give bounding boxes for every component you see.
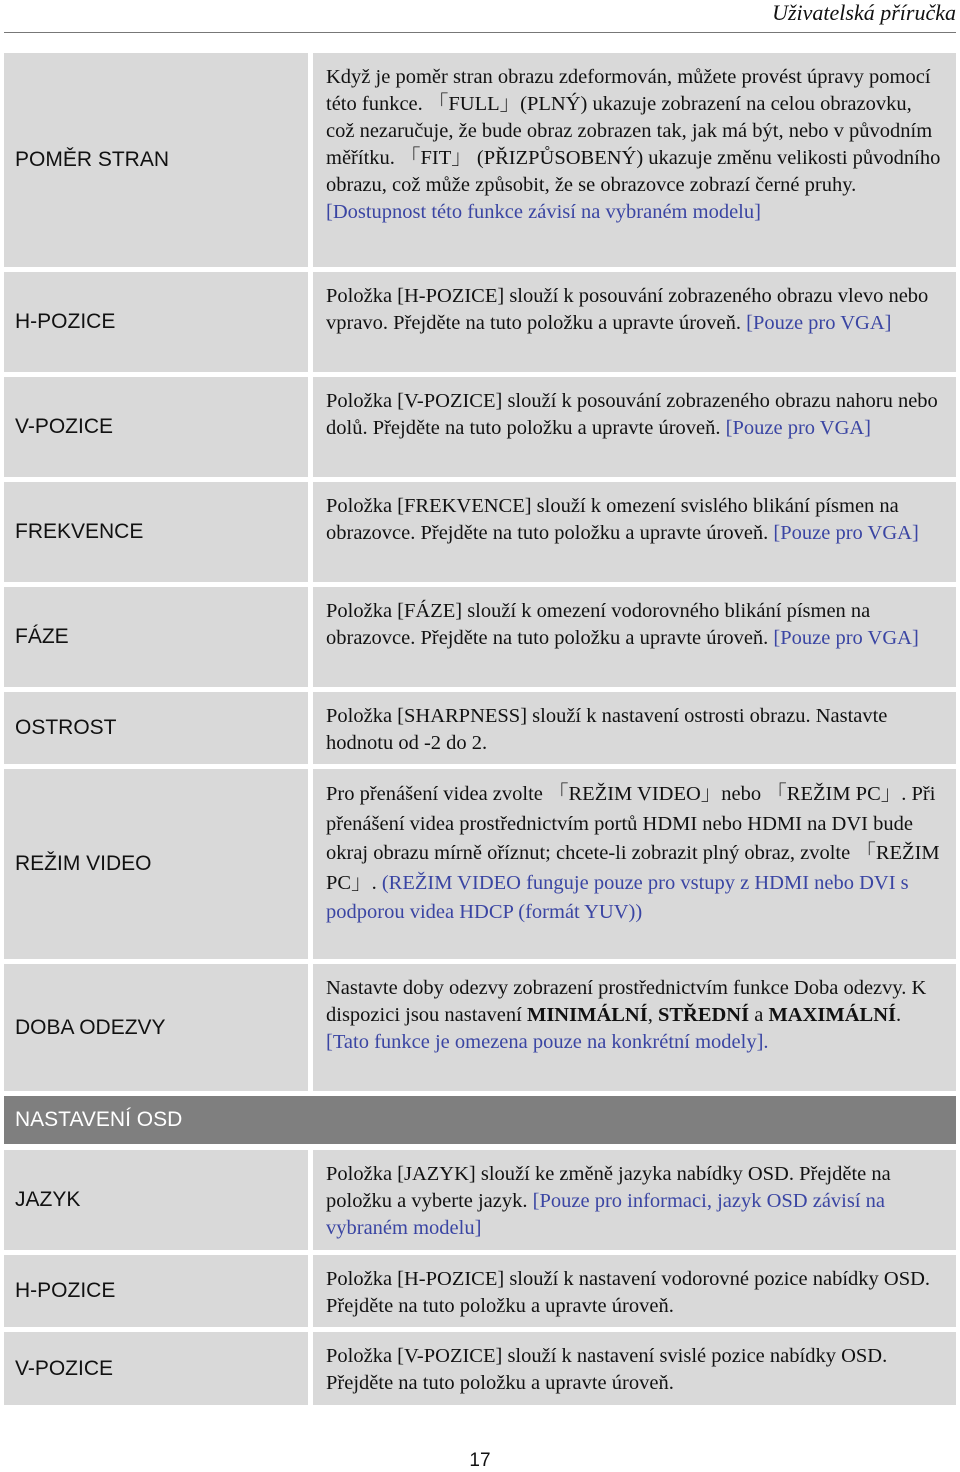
description-text: Položka [V-POZICE] slouží k nastavení svislé pozice nabídky OSD. Přejděte na tuto položku a upravte úroveň.: [326, 1345, 888, 1394]
availability-note: [Pouze pro informaci, jazyk OSD závisí na vybraném modelu]: [326, 1190, 886, 1239]
description-text: Položka [V-POZICE] slouží k posouvání zobrazeného obrazu nahoru nebo dolů. Přejděte na tuto položku a upravte úroveň.: [326, 390, 938, 439]
separator: ,: [647, 1004, 653, 1026]
option-medium: STŘEDNÍ: [657, 1004, 750, 1026]
description-text: Položka [SHARPNESS] slouží k nastavení ostrosti obrazu. Nastavte hodnotu od -2 do 2.: [326, 705, 888, 754]
row-description: [313, 1255, 956, 1327]
option-minimal: MINIMÁLNÍ: [526, 1004, 648, 1026]
availability-note: (REŽIM VIDEO funguje pouze pro vstupy z HDMI nebo DVI s podporou videa HDCP (formát YUV)): [326, 871, 909, 923]
section-title: NASTAVENÍ OSD: [15, 1108, 183, 1131]
description-text: Když je poměr stran obrazu zdeformován, můžete provést úpravy pomocí této funkce. 「FULL」(PLNÝ) ukazuje zobrazení na celou obrazovku, což nezaručuje, že bude obraz zobrazen tak, jak má být, nebo v původním měřítku. 「FIT」 (PŘIZPŮSOBENÝ) ukazuje změnu velikosti původního obrazu, což může způsobit, že se obrazovce zobrazí černé pruhy.: [326, 66, 941, 196]
description-text: Položka [H-POZICE] slouží k posouvání zobrazeného obrazu vlevo nebo vpravo. Přejděte na tuto položku a upravte úroveň.: [326, 285, 929, 334]
row-phase: [4, 587, 956, 687]
header-divider: [4, 32, 956, 33]
row-label: POMĚR STRAN: [4, 53, 308, 267]
row-label: H-POZICE: [4, 272, 308, 372]
row-label: JAZYK: [4, 1150, 308, 1250]
row-description: [313, 1332, 956, 1405]
row-label: DOBA ODEZVY: [4, 964, 308, 1091]
settings-table: [4, 53, 956, 1410]
section-osd-settings: [4, 1096, 956, 1144]
row-v-position: [4, 377, 956, 477]
row-h-position: [4, 272, 956, 372]
row-label: OSTROST: [4, 692, 308, 764]
page-number: 17: [469, 1450, 491, 1471]
row-language: [4, 1150, 956, 1250]
row-sharpness: [4, 692, 956, 764]
row-video-mode: [4, 769, 956, 959]
availability-note: [Tato funkce je omezena pouze na konkrétní modely].: [326, 1031, 769, 1053]
row-description: [313, 53, 956, 267]
row-response-time: [4, 964, 956, 1091]
row-description: [313, 964, 956, 1091]
manual-title: Uživatelská příručka: [772, 0, 956, 25]
description-text: Položka [H-POZICE] slouží k nastavení vodorovné pozice nabídky OSD. Přejděte na tuto položku a upravte úroveň.: [326, 1268, 931, 1317]
row-description: [313, 692, 956, 764]
row-label: H-POZICE: [4, 1255, 308, 1327]
row-label: FÁZE: [4, 587, 308, 687]
availability-note: [Pouze pro VGA]: [773, 522, 919, 544]
description-text: Položka [JAZYK] slouží ke změně jazyka nabídky OSD. Přejděte na položku a vyberte jazyk.: [326, 1163, 891, 1212]
row-description: [313, 769, 956, 959]
availability-note: [Pouze pro VGA]: [725, 417, 872, 439]
row-description: [313, 272, 956, 372]
option-maximal: MAXIMÁLNÍ: [768, 1004, 896, 1026]
availability-note: [Dostupnost této funkce závisí na vybraném modelu]: [326, 201, 761, 223]
availability-note: [Pouze pro VGA]: [746, 312, 892, 334]
row-osd-h-position: [4, 1255, 956, 1327]
conjunction: a: [754, 1004, 764, 1026]
description-text: Nastavte doby odezvy zobrazení prostřednictvím funkce Doba odezvy. K dispozici jsou nastavení: [326, 977, 927, 1026]
row-label: V-POZICE: [4, 377, 308, 477]
row-aspect-ratio: [4, 53, 956, 267]
row-description: [313, 1150, 956, 1250]
row-label: FREKVENCE: [4, 482, 308, 582]
description-text: Pro přenášení videa zvolte 「REŽIM VIDEO」nebo 「REŽIM PC」. Při přenášení videa prostřednictvím portů HDMI nebo HDMI na DVI bude okraj obrazu mírně oříznut; chcete-li zobrazit plný obraz, zvolte 「REŽIM PC」.: [326, 783, 940, 894]
row-label: REŽIM VIDEO: [4, 769, 308, 959]
description-text: Položka [FÁZE] slouží k omezení vodorovného blikání písmen na obrazovce. Přejděte na tuto položku a upravte úroveň.: [326, 600, 871, 649]
row-osd-v-position: [4, 1332, 956, 1405]
row-description: [313, 587, 956, 687]
availability-note: [Pouze pro VGA]: [773, 627, 919, 649]
period: .: [896, 1004, 902, 1026]
row-frequency: [4, 482, 956, 582]
row-description: [313, 377, 956, 477]
row-label: V-POZICE: [4, 1332, 308, 1405]
row-description: [313, 482, 956, 582]
description-text: Položka [FREKVENCE] slouží k omezení svislého blikání písmen na obrazovce. Přejděte na tuto položku a upravte úroveň.: [326, 495, 899, 544]
